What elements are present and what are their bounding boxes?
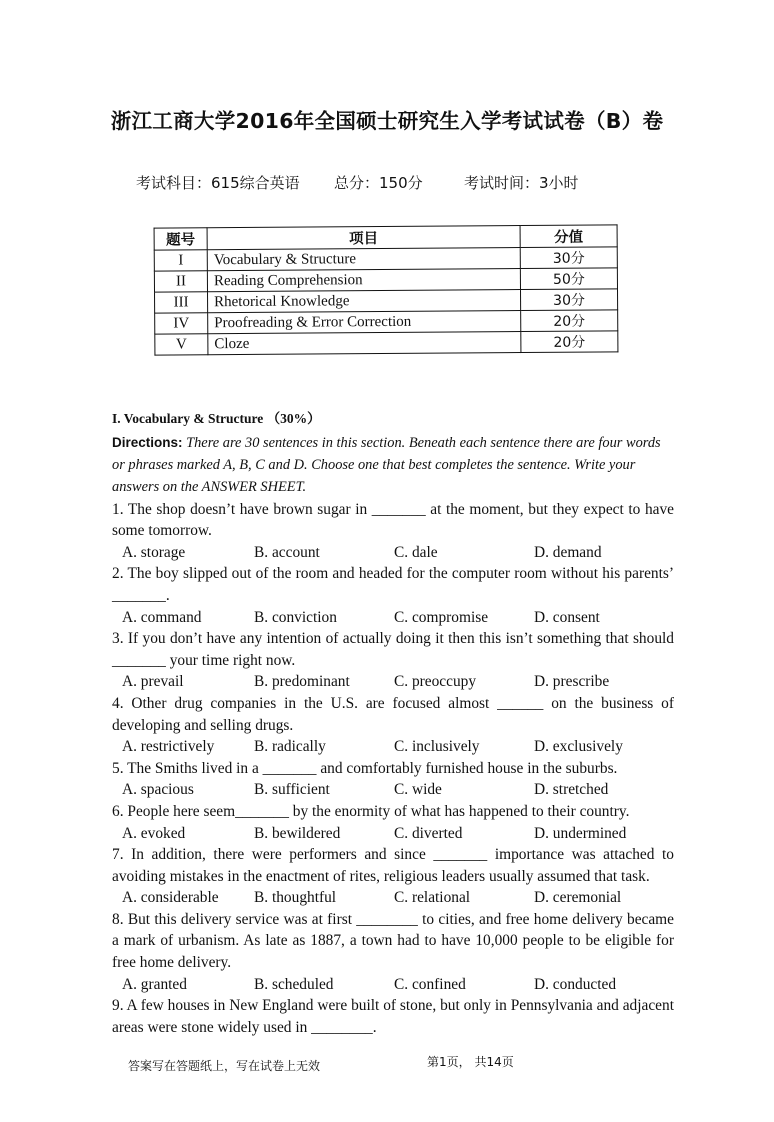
section-number: II xyxy=(154,271,207,292)
directions-label: Directions: xyxy=(112,434,183,450)
question-options xyxy=(112,736,674,758)
question-options xyxy=(112,779,674,801)
option-b: B. sufficient xyxy=(254,781,330,799)
section-number: IV xyxy=(155,313,208,334)
option-d: D. undermined xyxy=(534,824,627,842)
question-text: 2. The boy slipped out of the room and headed for the computer room without his parents’ _______. xyxy=(112,565,674,604)
question-options xyxy=(112,542,674,564)
section-name: Proofreading & Error Correction xyxy=(208,311,521,334)
table-row xyxy=(155,331,618,355)
section-name: Vocabulary & Structure xyxy=(207,248,520,271)
question-text: 6. People here seem_______ by the enormity of what has happened to their country. xyxy=(112,802,630,820)
option-d: D. demand xyxy=(534,543,602,561)
question-text: 5. The Smiths lived in a _______ and comfortably furnished house in the suburbs. xyxy=(112,759,618,777)
option-c: C. confined xyxy=(394,975,466,993)
option-b: B. bewildered xyxy=(254,824,341,842)
option-d: D. ceremonial xyxy=(534,889,622,907)
section-heading: I. Vocabulary & Structure （30%） xyxy=(112,411,321,426)
option-a: A. command xyxy=(122,608,202,626)
question-text: 1. The shop doesn’t have brown sugar in _______ at the moment, but they expect to have some tomorrow. xyxy=(112,500,674,540)
question-text: 8. But this delivery service was at first ________ to cities, and free home delivery became a mark of urbanism. As late as 1887, a town had to have 10,000 people to be eligible for free home delivery. xyxy=(112,910,674,972)
option-a: A. spacious xyxy=(122,781,194,799)
option-c: C. inclusively xyxy=(394,738,480,756)
question-text: 3. If you don’t have any intention of actually doing it then this isn’t something that should _______ your time right now. xyxy=(112,630,674,669)
option-d: D. stretched xyxy=(534,781,609,799)
question-text: 7. In addition, there were performers and since _______ importance was attached to avoiding mistakes in the enactment of rites, religious leaders usually assumed that task. xyxy=(112,846,674,885)
section-score: 20分 xyxy=(521,310,618,332)
option-d: D. prescribe xyxy=(534,673,610,691)
sections-table-header xyxy=(154,225,617,250)
question-options xyxy=(112,974,674,996)
option-b: B. conviction xyxy=(254,608,337,626)
section-name: Reading Comprehension xyxy=(207,269,520,292)
directions xyxy=(112,432,674,498)
option-c: C. compromise xyxy=(394,608,489,626)
option-a: A. restrictively xyxy=(122,738,215,756)
section-score: 50分 xyxy=(520,268,617,290)
section-score: 30分 xyxy=(521,289,618,311)
exam-subject: 考试科目：615综合英语 xyxy=(136,174,300,192)
option-a: A. granted xyxy=(122,975,187,993)
option-b: B. scheduled xyxy=(254,975,334,993)
option-a: A. storage xyxy=(122,543,186,561)
exam-total-score: 总分：150分 xyxy=(334,174,423,192)
option-a: A. evoked xyxy=(122,824,186,842)
option-a: A. considerable xyxy=(122,889,219,907)
section-name: Cloze xyxy=(208,332,521,355)
option-d: D. conducted xyxy=(534,975,617,993)
question-text: 9. A few houses in New England were built of stone, but only in Pennsylvania and adjacent areas were stone widely used in ________. xyxy=(112,997,674,1036)
option-b: B. radically xyxy=(254,738,326,756)
header-item: 项目 xyxy=(207,226,520,250)
header-number: 题号 xyxy=(154,228,207,250)
header-score: 分值 xyxy=(520,225,617,248)
section-name: Rhetorical Knowledge xyxy=(208,290,521,313)
question-options xyxy=(112,823,674,845)
section-number: V xyxy=(155,334,208,355)
section-score: 30分 xyxy=(520,247,617,269)
option-a: A. prevail xyxy=(122,673,184,691)
option-c: C. diverted xyxy=(394,824,463,842)
exam-duration: 考试时间：3小时 xyxy=(464,174,579,192)
option-c: C. dale xyxy=(394,543,438,561)
option-b: B. thoughtful xyxy=(254,889,337,907)
page-number: 第1页， 共14页 xyxy=(427,1055,514,1069)
section-number: I xyxy=(154,250,207,271)
directions-text: There are 30 sentences in this section. Beneath each sentence there are four words or phrases marked A, B, C and D. Choose one that best completes the sentence. Write your answers on the ANSWER SHEET. xyxy=(112,434,661,495)
option-b: B. account xyxy=(254,543,320,561)
section-vocabulary xyxy=(112,408,674,1038)
section-score: 20分 xyxy=(521,331,618,353)
option-b: B. predominant xyxy=(254,673,350,691)
question-options xyxy=(112,671,674,693)
sections-table xyxy=(154,224,619,355)
option-c: C. relational xyxy=(394,889,471,907)
question-text: 4. Other drug companies in the U.S. are focused almost ______ on the business of developing and selling drugs. xyxy=(112,694,674,734)
footer-note: 答案写在答题纸上，写在试卷上无效 xyxy=(128,1059,321,1073)
option-d: D. exclusively xyxy=(534,738,623,756)
question-options xyxy=(112,887,674,909)
question-options xyxy=(112,607,674,629)
option-d: D. consent xyxy=(534,608,600,626)
option-c: C. wide xyxy=(394,781,442,799)
option-c: C. preoccupy xyxy=(394,673,477,691)
exam-title: 浙江工商大学2016年全国硕士研究生入学考试试卷（B）卷 xyxy=(110,109,664,133)
section-number: III xyxy=(155,292,208,313)
